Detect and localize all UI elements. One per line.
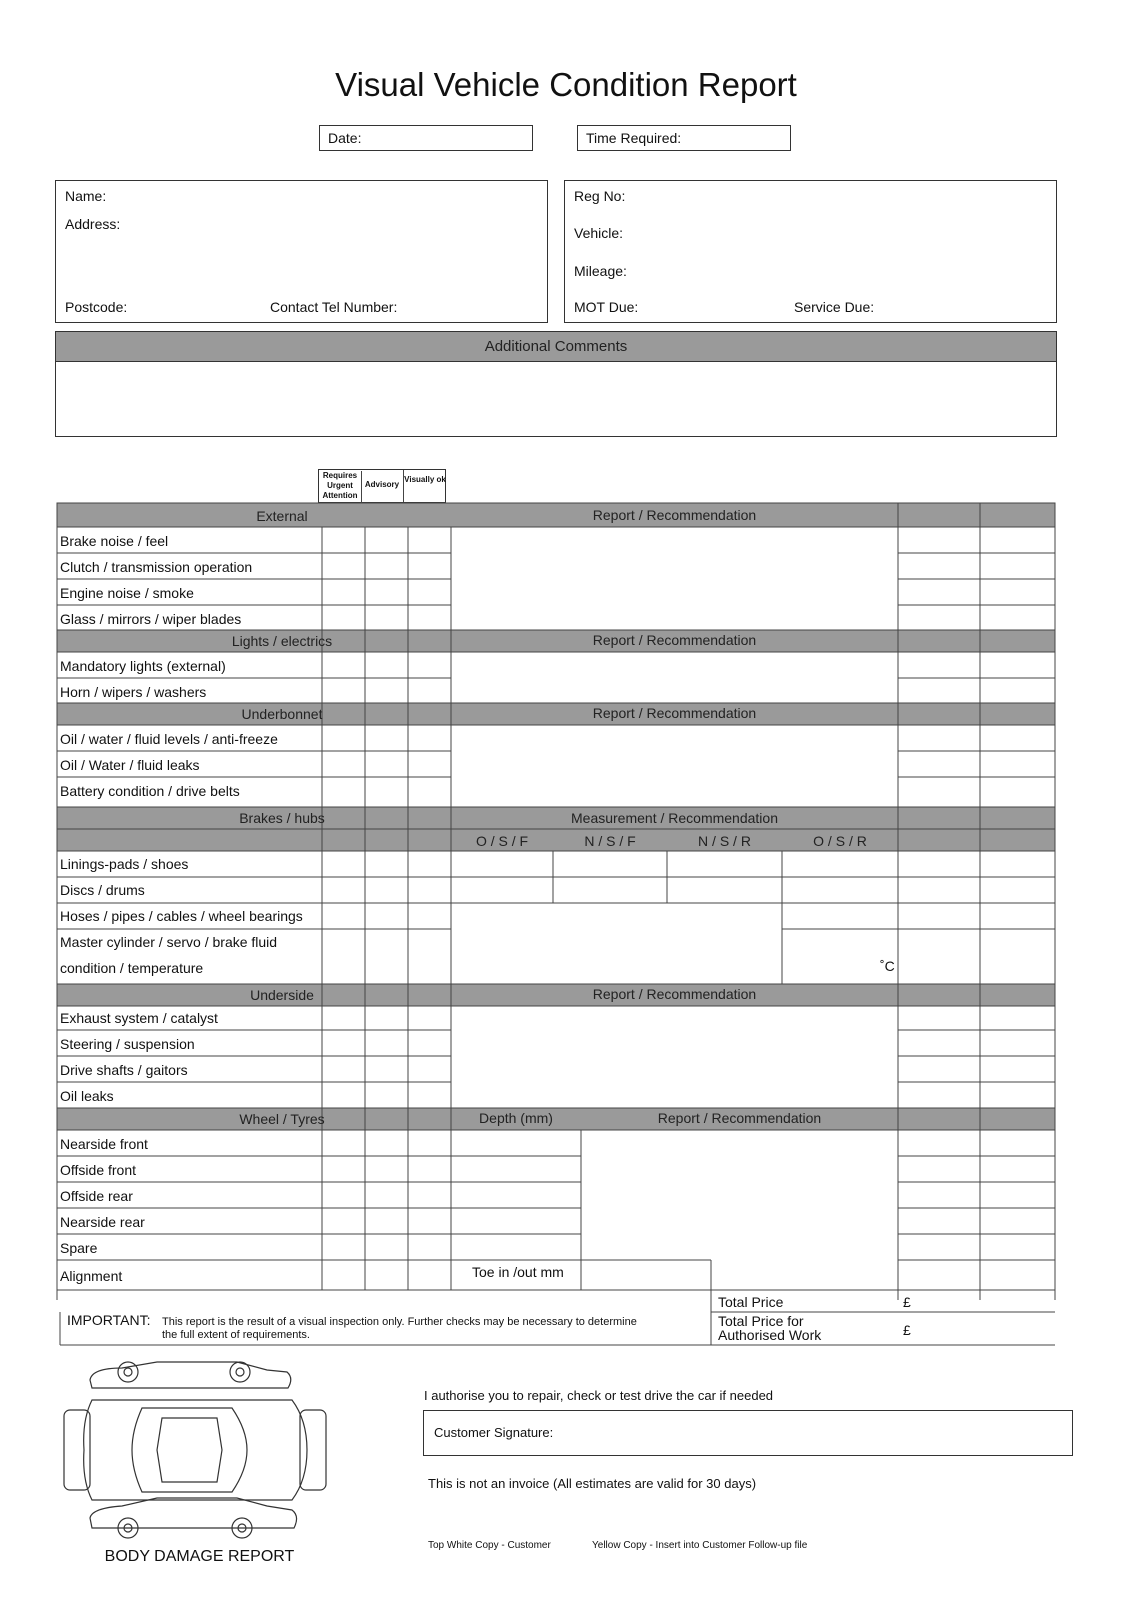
- reg-no-label: Reg No:: [574, 188, 626, 204]
- depth-header: Depth (mm): [479, 1110, 553, 1126]
- important-text-2: the full extent of requirements.: [162, 1329, 310, 1341]
- wheels-report-header: Report / Recommendation: [657, 1110, 822, 1126]
- total-authorised-label-1: Total Price for: [718, 1313, 804, 1329]
- list-item: Alignment: [60, 1268, 123, 1284]
- customer-signature-field[interactable]: [423, 1410, 1073, 1456]
- car-outline-icon: [62, 1360, 337, 1540]
- date-label: Date:: [328, 130, 362, 146]
- advisory-header: Advisory: [364, 480, 400, 489]
- underbonnet-header: Underbonnet: [241, 706, 323, 722]
- list-item: Glass / mirrors / wiper blades: [60, 611, 242, 627]
- postcode-label: Postcode:: [65, 299, 128, 315]
- external-report-header: Report / Recommendation: [592, 507, 757, 523]
- nsr-header: N / S / R: [698, 833, 751, 849]
- authorise-text: I authorise you to repair, check or test drive the car if needed: [424, 1388, 774, 1403]
- underbonnet-report-header: Report / Recommendation: [592, 705, 757, 721]
- nsf-header: N / S / F: [584, 833, 636, 849]
- lights-header: Lights / electrics: [231, 633, 333, 649]
- list-item: Drive shafts / gaitors: [60, 1062, 188, 1078]
- page-title: Visual Vehicle Condition Report: [335, 66, 797, 103]
- list-item: Oil / water / fluid levels / anti-freeze: [60, 731, 278, 747]
- list-item: Nearside front: [60, 1136, 148, 1152]
- brakes-report-header: Measurement / Recommendation: [571, 810, 778, 826]
- vehicle-label: Vehicle:: [574, 225, 624, 241]
- additional-comments-header: Additional Comments: [56, 332, 1056, 362]
- important-label: IMPORTANT:: [67, 1312, 151, 1328]
- toe-label: Toe in /out mm: [472, 1264, 564, 1280]
- underside-header: Underside: [250, 987, 314, 1003]
- mot-due-label: MOT Due:: [574, 299, 639, 315]
- list-item: condition / temperature: [60, 960, 204, 976]
- address-label: Address:: [65, 216, 121, 232]
- underside-report-header: Report / Recommendation: [592, 986, 757, 1002]
- time-required-label: Time Required:: [586, 130, 682, 146]
- list-item: Battery condition / drive belts: [60, 783, 240, 799]
- temperature-unit: ˚C: [880, 958, 895, 974]
- list-item: Spare: [60, 1240, 98, 1256]
- contact-tel-label: Contact Tel Number:: [270, 299, 398, 315]
- list-item: Hoses / pipes / cables / wheel bearings: [60, 908, 303, 924]
- wheels-header: Wheel / Tyres: [239, 1111, 325, 1127]
- total-authorised-currency: £: [903, 1322, 911, 1338]
- mileage-label: Mileage:: [574, 263, 627, 279]
- service-due-label: Service Due:: [794, 299, 875, 315]
- body-damage-label: BODY DAMAGE REPORT: [104, 1548, 295, 1565]
- list-item: Offside front: [60, 1162, 137, 1178]
- list-item: Offside rear: [60, 1188, 133, 1204]
- list-item: Engine noise / smoke: [60, 585, 194, 601]
- list-item: Discs / drums: [60, 882, 145, 898]
- list-item: Steering / suspension: [60, 1036, 195, 1052]
- white-copy-note: Top White Copy - Customer: [428, 1540, 551, 1551]
- list-item: Master cylinder / servo / brake fluid: [60, 934, 278, 950]
- name-label: Name:: [65, 188, 107, 204]
- urgent-header: Requires Urgent Attention: [319, 471, 362, 503]
- list-item: Oil leaks: [60, 1088, 114, 1104]
- total-price-label: Total Price: [718, 1294, 784, 1310]
- list-item: Exhaust system / catalyst: [60, 1010, 218, 1026]
- list-item: Linings-pads / shoes: [60, 856, 189, 872]
- brakes-header: Brakes / hubs: [239, 810, 325, 826]
- signature-label: Customer Signature:: [434, 1425, 554, 1440]
- list-item: Oil / Water / fluid leaks: [60, 757, 200, 773]
- total-authorised-label-2: Authorised Work: [718, 1327, 822, 1343]
- list-item: Mandatory lights (external): [60, 658, 226, 674]
- list-item: Clutch / transmission operation: [60, 559, 253, 575]
- list-item: Brake noise / feel: [60, 533, 169, 549]
- total-price-currency: £: [903, 1294, 911, 1310]
- list-item: Horn / wipers / washers: [60, 684, 207, 700]
- visually-ok-header: Visually ok: [404, 475, 446, 484]
- important-text-1: This report is the result of a visual inspection only. Further checks may be necessary to determine: [162, 1316, 637, 1328]
- osf-header: O / S / F: [475, 833, 529, 849]
- lights-report-header: Report / Recommendation: [592, 632, 757, 648]
- list-item: Nearside rear: [60, 1214, 145, 1230]
- not-invoice-text: This is not an invoice (All estimates are valid for 30 days): [428, 1476, 757, 1491]
- yellow-copy-note: Yellow Copy - Insert into Customer Follow-up file: [592, 1540, 808, 1551]
- external-header: External: [256, 508, 308, 524]
- osr-header: O / S / R: [813, 833, 867, 849]
